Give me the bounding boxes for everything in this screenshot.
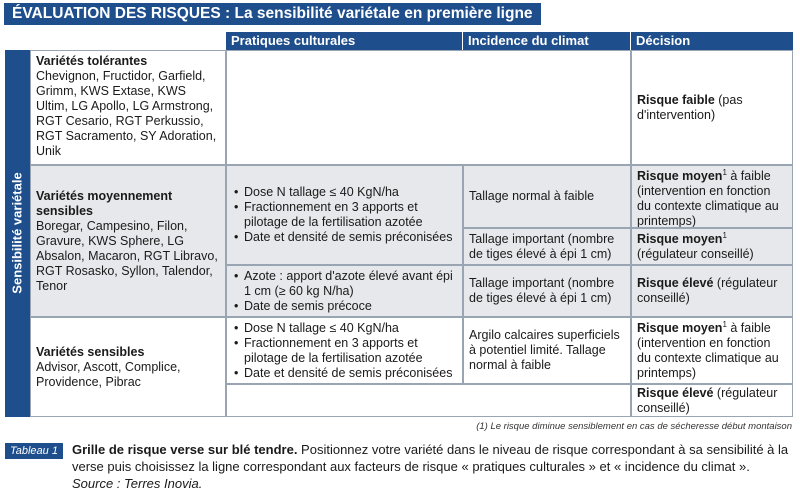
practice-item: • Date et densité de semis préconisées	[232, 366, 457, 381]
decision-level: Risque faible	[637, 92, 715, 107]
caption-text: Positionnez votre variété dans le niveau de risque correspondant à sa sensibilité à la verse puis choisissez la ligne correspondant aux facteurs de risque « pratiques culturales » et « incidence du climat ».	[72, 442, 789, 474]
decision-cell	[631, 50, 793, 165]
practices-cell	[226, 265, 463, 317]
footnote: (1) Le risque diminue sensiblement en cas de sécheresse début montaison	[476, 421, 792, 432]
group-moyennement	[30, 165, 226, 317]
caption-title: Grille de risque verse sur blé tendre.	[72, 442, 298, 457]
climate-cell	[463, 228, 631, 265]
decision-detail: (régulateur conseillé)	[637, 276, 778, 305]
decision-cell	[631, 228, 793, 265]
group-sensibles	[30, 317, 226, 417]
decision-detail: (régulateur conseillé)	[637, 246, 754, 261]
decision-detail: à faible (intervention en fonction du contexte climatique au printemps)	[637, 321, 779, 380]
practice-item: • Dose N tallage ≤ 40 KgN/ha	[232, 321, 457, 336]
decision-detail: (pas d'intervention)	[637, 92, 743, 122]
caption-source: Terres Inovia.	[124, 476, 203, 491]
page-title: ÉVALUATION DES RISQUES : La sensibilité variétale en première ligne	[4, 3, 541, 25]
practice-item: • Date et densité de semis préconisées	[232, 230, 457, 245]
decision-level: Risque moyen	[637, 169, 723, 183]
climate-cell	[463, 317, 631, 384]
practices-cell	[226, 165, 463, 265]
header-decision: Décision	[631, 32, 793, 50]
practice-item: • Date de semis précoce	[232, 299, 457, 314]
decision-cell	[631, 384, 793, 417]
variety-list: Advisor, Ascott, Complice, Providence, Pibrac	[36, 359, 181, 389]
group-title: Variétés sensibles	[36, 344, 145, 359]
group-tolerantes	[30, 50, 226, 165]
climate-text: Argilo calcaires superficiels à potentiel limité. Tallage normal à faible	[469, 328, 620, 372]
empty-cell	[226, 50, 631, 165]
group-title: Variétés moyennement sensibles	[36, 188, 173, 218]
variety-list: Chevignon, Fructidor, Garfield, Grimm, KWS Extase, KWS Ultim, LG Apollo, LG Armstrong, RGT Cesario, RGT Perkussio, RGT Sacramento, SY Adoration, Unik	[36, 69, 217, 158]
decision-level: Risque élevé	[637, 385, 714, 400]
decision-cell	[631, 265, 793, 317]
practice-item: • Azote : apport d'azote élevé avant épi 1 cm (≥ 60 kg N/ha)	[232, 269, 457, 299]
climate-cell	[463, 165, 631, 228]
practice-item: • Fractionnement en 3 apports et pilotage de la fertilisation azotée	[232, 200, 457, 230]
table-caption	[72, 441, 792, 492]
climate-cell	[463, 265, 631, 317]
climate-text: Tallage normal à faible	[469, 189, 595, 203]
practice-item: • Dose N tallage ≤ 40 KgN/ha	[232, 185, 457, 200]
climate-text: Tallage important (nombre de tiges élevé à épi 1 cm)	[469, 231, 615, 261]
footnote-ref: 1	[722, 230, 727, 240]
decision-cell	[631, 317, 793, 384]
footnote-ref: 1	[722, 319, 727, 329]
practices-cell	[226, 317, 463, 384]
variety-list: Boregar, Campesino, Filon, Gravure, KWS Sphere, LG Absalon, Macaron, RGT Libravo, RGT Rosasko, Syllon, Talendor, Tenor	[36, 218, 218, 293]
side-label: Sensibilité variétale	[9, 172, 25, 294]
decision-level: Risque élevé	[637, 276, 714, 290]
practice-item: • Fractionnement en 3 apports et pilotage de la fertilisation azotée	[232, 336, 457, 366]
decision-detail: à faible (intervention en fonction du contexte climatique au printemps)	[637, 169, 779, 228]
group-title: Variétés tolérantes	[36, 54, 148, 68]
climate-text: Tallage important (nombre de tiges élevé à épi 1 cm)	[469, 276, 615, 305]
decision-level: Risque moyen	[637, 231, 723, 246]
empty-cell	[226, 384, 631, 417]
caption-source-label: Source :	[72, 476, 121, 491]
table-tag: Tableau 1	[5, 443, 63, 459]
decision-detail: (régulateur conseillé)	[637, 385, 778, 415]
decision-cell	[631, 165, 793, 228]
decision-level: Risque moyen	[637, 321, 723, 335]
footnote-ref: 1	[722, 167, 727, 177]
header-pratiques: Pratiques culturales	[226, 32, 463, 50]
header-climat: Incidence du climat	[463, 32, 631, 50]
